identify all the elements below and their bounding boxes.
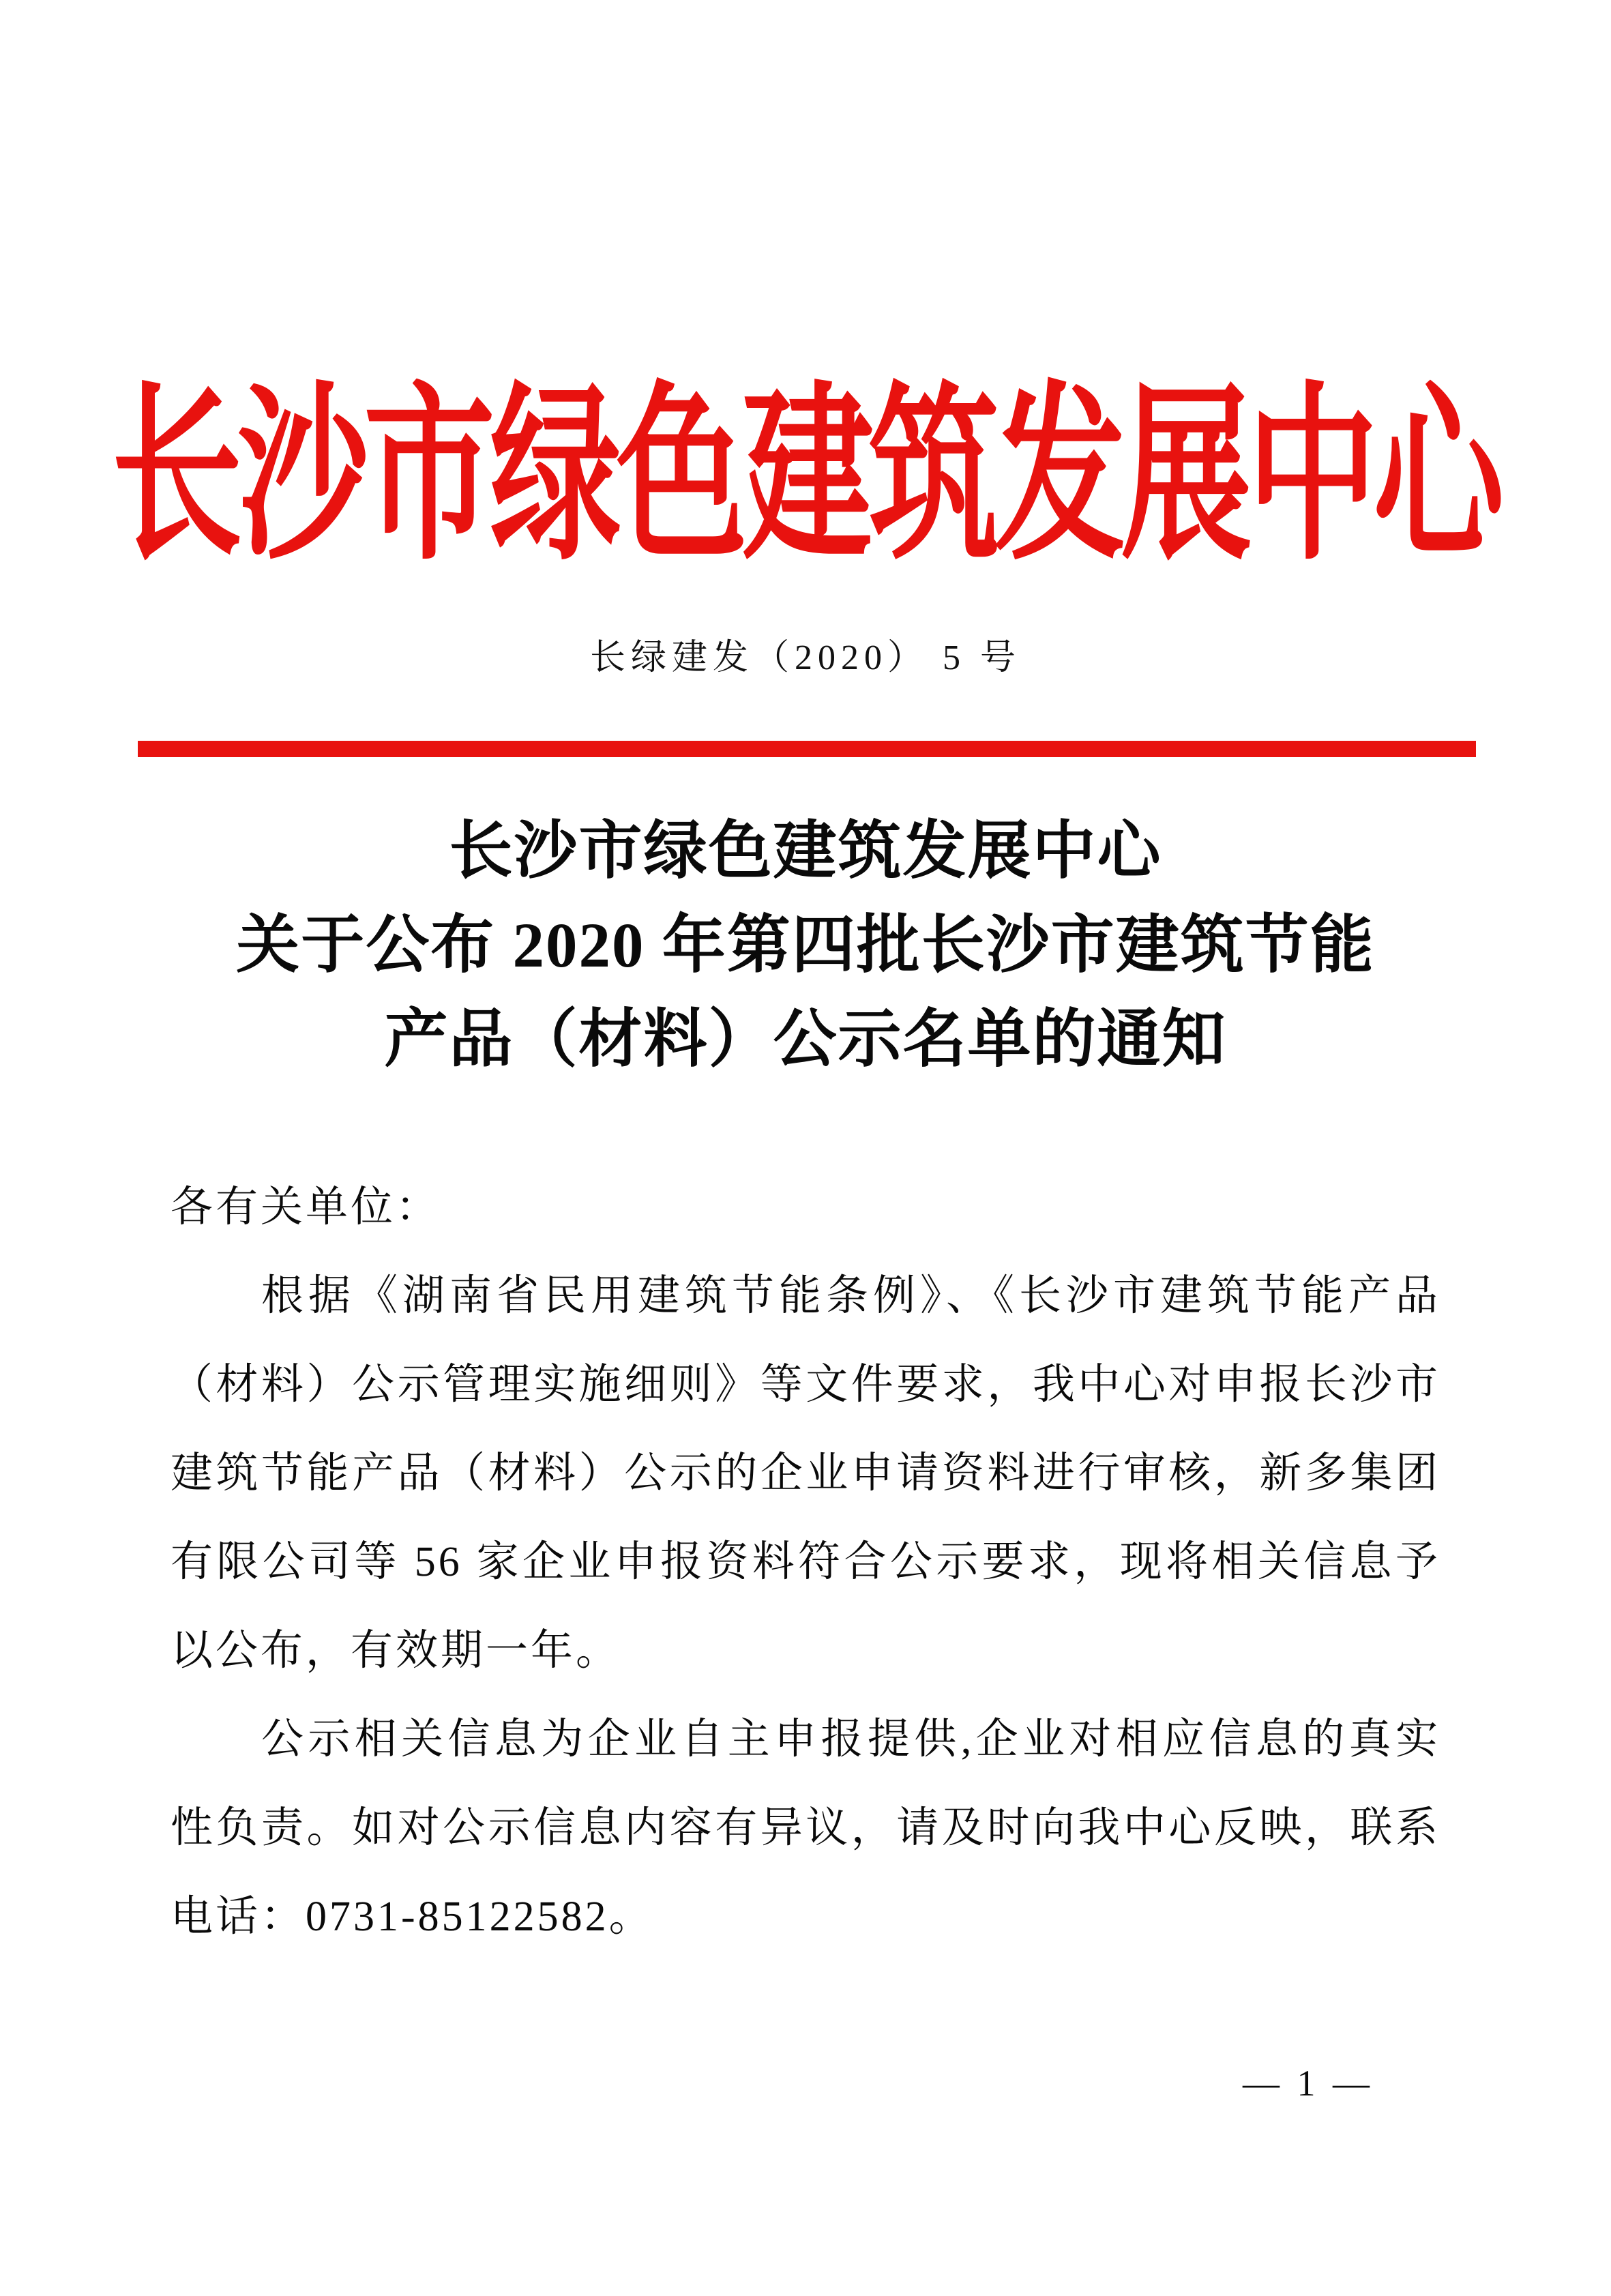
paragraph-2-line-2: 性负责。如对公示信息内容有异议，请及时向我中心反映，联系 xyxy=(171,1805,1440,1851)
paragraph-2-line-3: 电话：0731-85122582。 xyxy=(171,1894,654,1940)
document-body xyxy=(171,1163,1440,1961)
red-divider-line xyxy=(138,741,1476,757)
page-number: — 1 — xyxy=(1243,2063,1374,2104)
paragraph-2-line-1: 公示相关信息为企业自主申报提供,企业对相应信息的真实 xyxy=(261,1716,1440,1763)
salutation: 各有关单位： xyxy=(171,1184,441,1231)
doc-title-line-1: 长沙市绿色建筑发展中心 xyxy=(449,816,1162,887)
doc-title-line-2: 关于公布 2020 年第四批长沙市建筑节能 xyxy=(236,911,1375,981)
paragraph-1-line-3: 建筑节能产品（材料）公示的企业申请资料进行审核，新多集团 xyxy=(171,1450,1440,1497)
paragraph-1-line-5: 以公布，有效期一年。 xyxy=(171,1628,621,1674)
paragraph-1-line-1: 根据《湖南省民用建筑节能条例》、《长沙市建筑节能产品 xyxy=(261,1273,1440,1319)
doc-title xyxy=(0,805,1611,1087)
doc-number: 长绿建发（2020） 5 号 xyxy=(589,638,1021,677)
agency-title: 长沙市绿色建筑发展中心 xyxy=(111,372,1500,583)
paragraph-1-line-2: （材料）公示管理实施细则》等文件要求，我中心对申报长沙市 xyxy=(171,1362,1440,1408)
doc-title-line-3: 产品（材料）公示名单的通知 xyxy=(384,1005,1227,1075)
paragraph-1-line-4: 有限公司等 56 家企业申报资料符合公示要求，现将相关信息予 xyxy=(171,1539,1440,1585)
letterhead xyxy=(0,344,1611,610)
